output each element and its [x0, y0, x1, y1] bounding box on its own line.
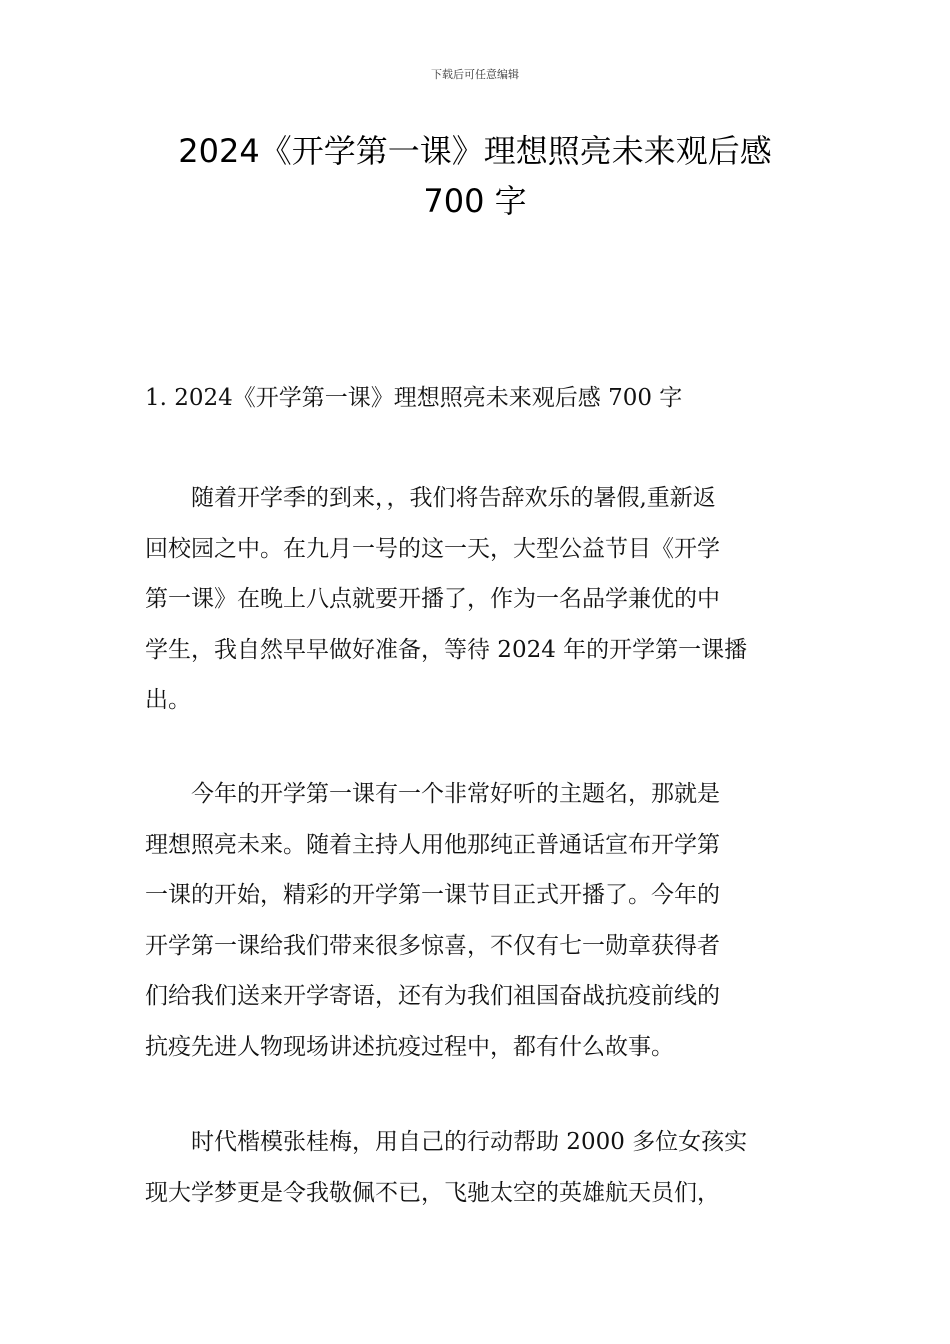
paragraph-2: [145, 769, 805, 1072]
paragraph-3: [145, 1117, 805, 1218]
paragraph-line: 回校园之中。在九月一号的这一天，大型公益节目《开学: [145, 535, 720, 562]
paragraph-line: 出。: [145, 687, 191, 713]
paragraph-line: 第一课》在晚上八点就要开播了，作为一名品学兼优的中: [145, 586, 720, 612]
paragraph-line: 抗疫先进人物现场讲述抗疫过程中，都有什么故事。: [145, 1033, 674, 1060]
paragraph-line: 随着开学季的到来，，我们将告辞欢乐的暑假,重新返: [145, 485, 716, 511]
title-line-2: 700 字: [423, 182, 527, 220]
document-title: [120, 126, 830, 226]
paragraph-line: 们给我们送来开学寄语，还有为我们祖国奋战抗疫前线的: [145, 983, 720, 1009]
paragraph-line: 开学第一课给我们带来很多惊喜，不仅有七一勋章获得者: [145, 932, 720, 959]
paragraph-line: 现大学梦更是令我敬佩不已，飞驰太空的英雄航天员们，: [145, 1179, 720, 1206]
paragraph-line: 一课的开始，精彩的开学第一课节目正式开播了。今年的: [145, 882, 720, 908]
paragraph-line: 学生，我自然早早做好准备，等待 2024 年的开学第一课播: [145, 636, 748, 663]
section-heading: 1. 2024《开学第一课》理想照亮未来观后感 700 字: [145, 385, 683, 411]
header-note: 下载后可任意编辑: [431, 68, 519, 81]
paragraph-1: [145, 473, 805, 726]
title-line-1: 2024《开学第一课》理想照亮未来观后感: [178, 132, 772, 170]
paragraph-line: 今年的开学第一课有一个非常好听的主题名，那就是: [145, 781, 720, 807]
paragraph-line: 时代楷模张桂梅，用自己的行动帮助 2000 多位女孩实: [145, 1129, 748, 1155]
paragraph-line: 理想照亮未来。随着主持人用他那纯正普通话宣布开学第: [145, 831, 720, 858]
